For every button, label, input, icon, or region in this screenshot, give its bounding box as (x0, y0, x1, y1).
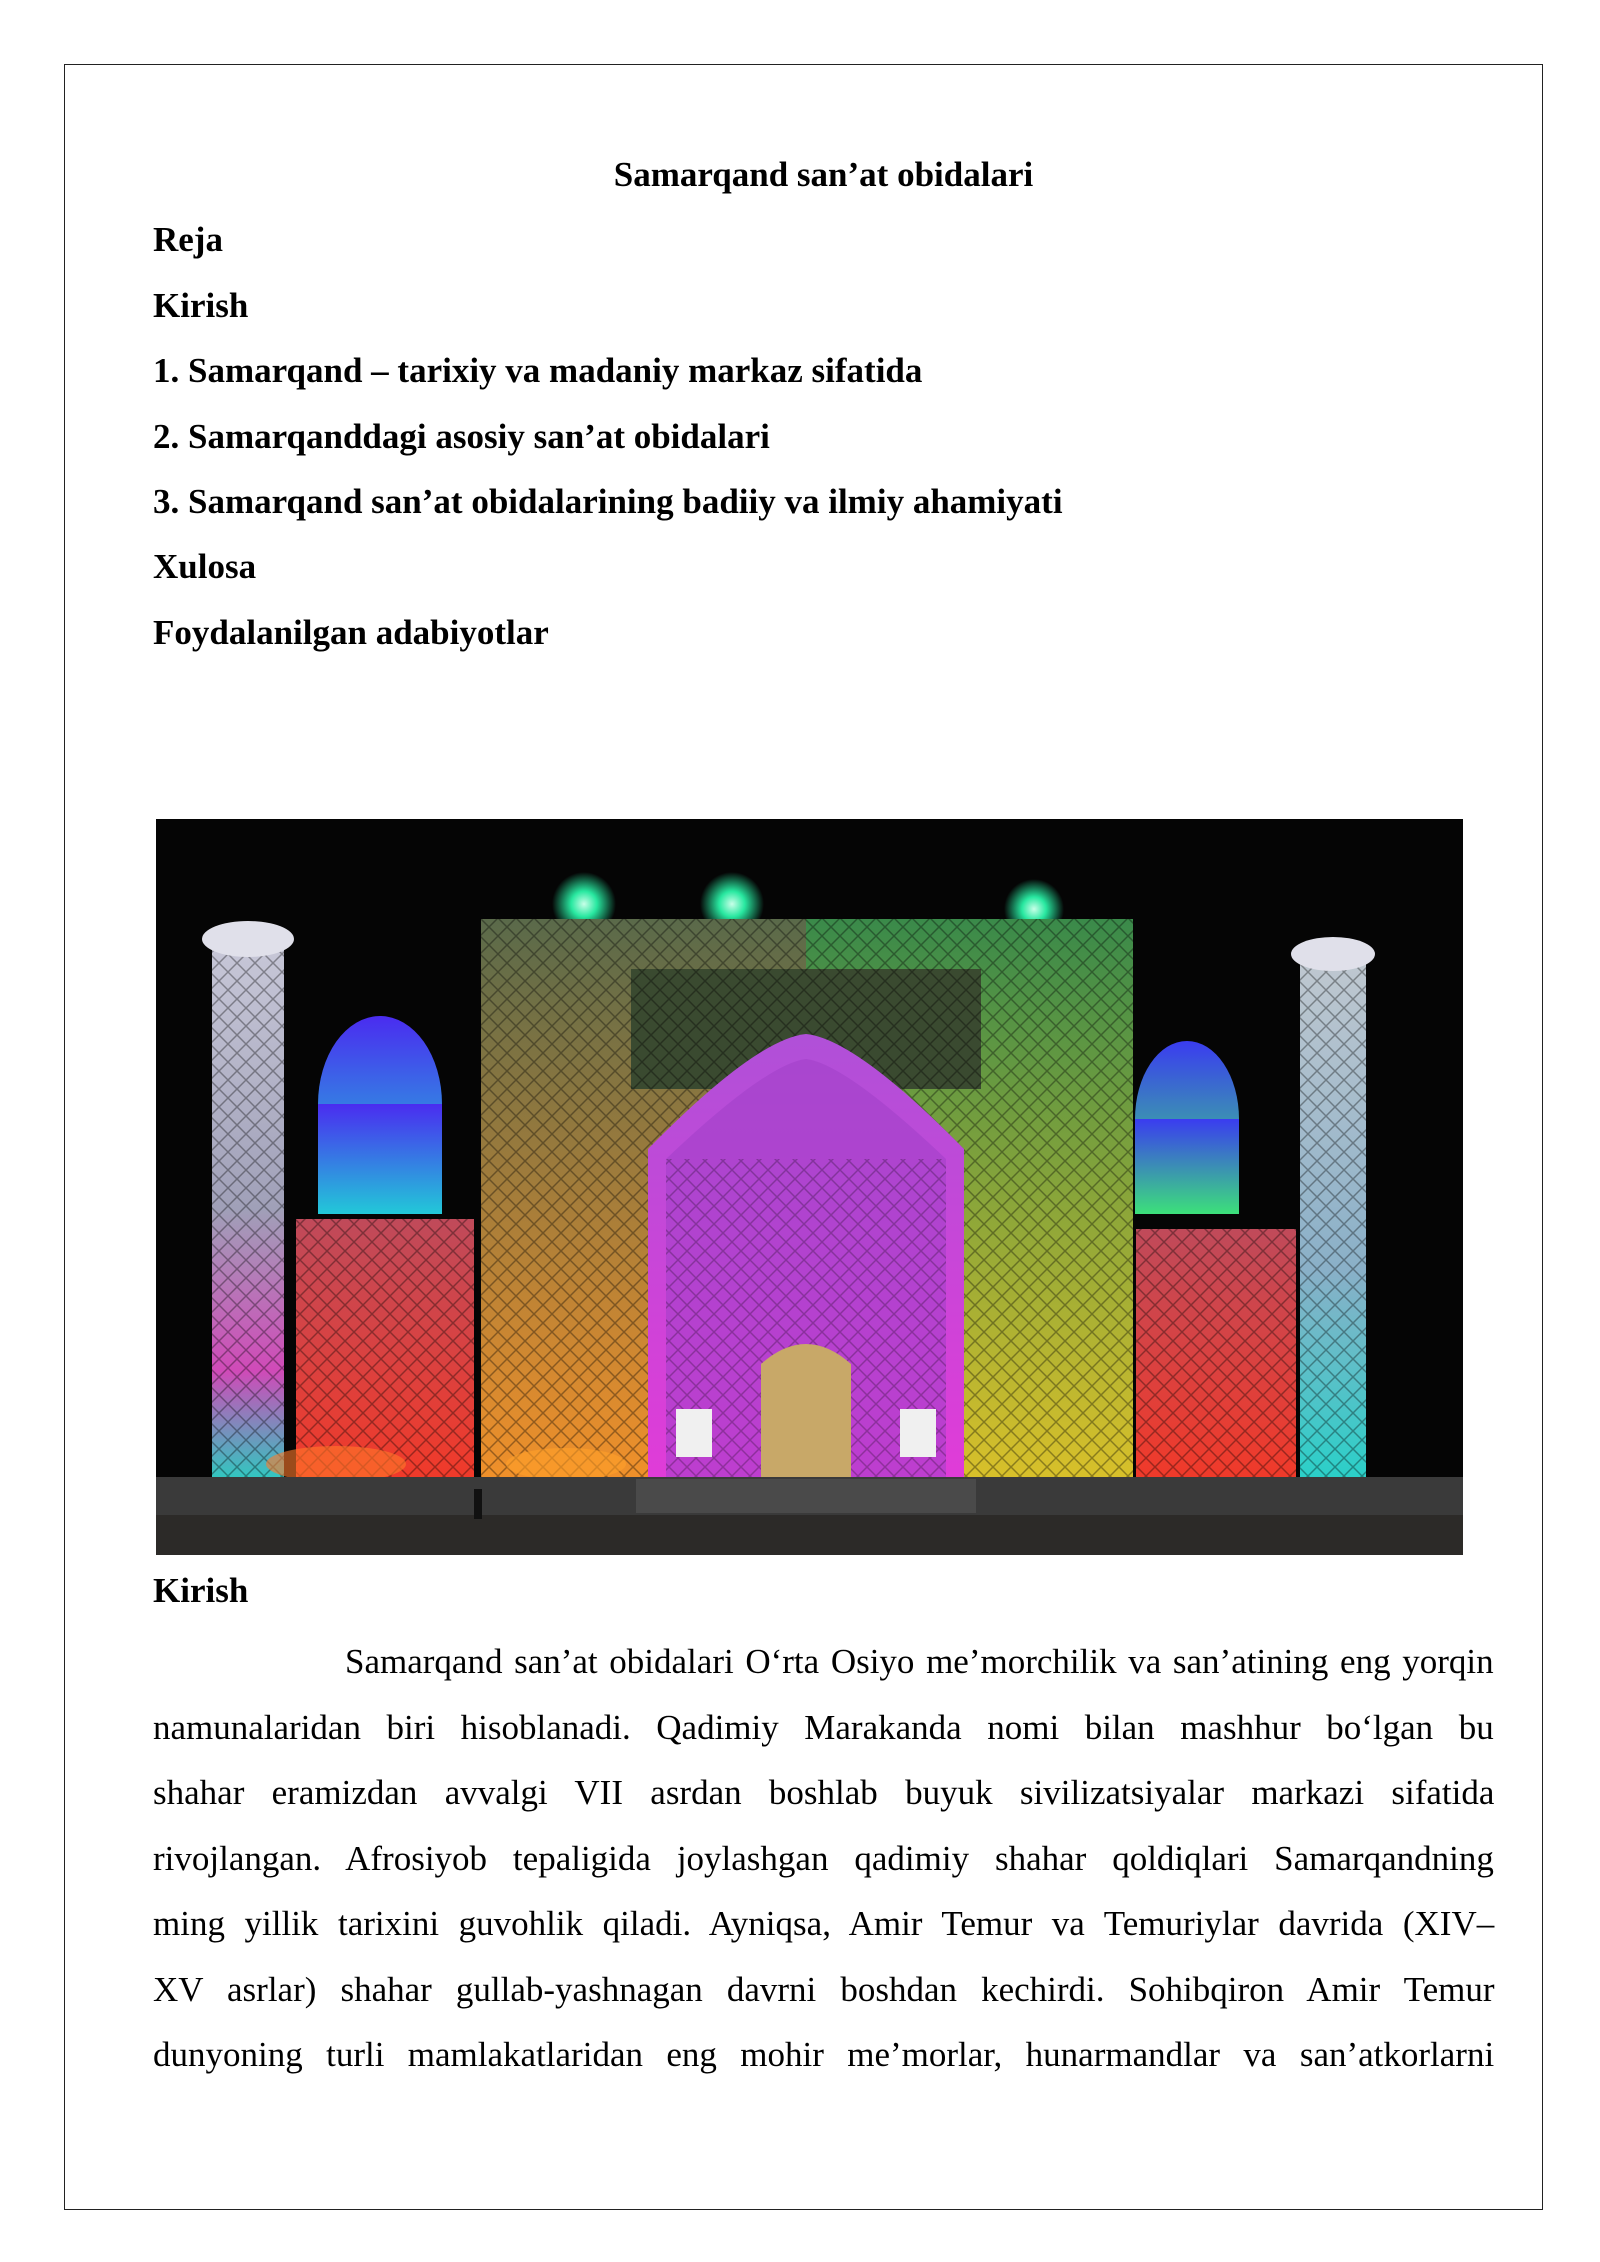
section-heading-intro: Kirish (153, 1571, 249, 1610)
document-title: Samarqand san’at obidalari (613, 155, 1034, 194)
paragraph-line: shahar eramizdan avvalgi VII asrdan boshlab buyuk sivilizatsiyalar markazi sifatida (153, 1773, 1495, 1812)
plan-item-2: 2. Samarqanddagi asosiy san’at obidalari (153, 417, 770, 456)
paragraph-line: Samarqand san’at obidalari O‘rta Osiyo me’morchilik va san’atining eng yorqin (345, 1642, 1494, 1681)
paragraph-line: rivojlangan. Afrosiyob tepaligida joylashgan qadimiy shahar qoldiqlari Samarqandning (153, 1838, 1494, 1878)
paragraph-line: dunyoning turli mamlakatlaridan eng mohir me’morlar, hunarmandlar va san’atkorlarni (153, 2035, 1495, 2074)
intro-paragraph (153, 1629, 1494, 2088)
madrasa-photo (156, 819, 1463, 1555)
plan-item-references: Foydalanilgan adabiyotlar (153, 613, 549, 652)
plan-item-conclusion: Xulosa (153, 547, 257, 586)
paragraph-line: namunalaridan biri hisoblanadi. Qadimiy Marakanda nomi bilan mashhur bo‘lgan bu (153, 1707, 1494, 1747)
plan-item-intro: Kirish (153, 286, 249, 325)
plan-heading: Reja (153, 220, 223, 259)
paragraph-line: XV asrlar) shahar gullab-yashnagan davrni boshdan kechirdi. Sohibqiron Amir Temur (153, 1969, 1495, 2009)
plan-item-3: 3. Samarqand san’at obidalarining badiiy va ilmiy ahamiyati (153, 482, 1063, 521)
paragraph-line: ming yillik tarixini guvohlik qiladi. Ayniqsa, Amir Temur va Temuriylar davrida (XIV– (153, 1904, 1495, 1943)
plan-item-1: 1. Samarqand – tarixiy va madaniy markaz sifatida (153, 351, 923, 390)
